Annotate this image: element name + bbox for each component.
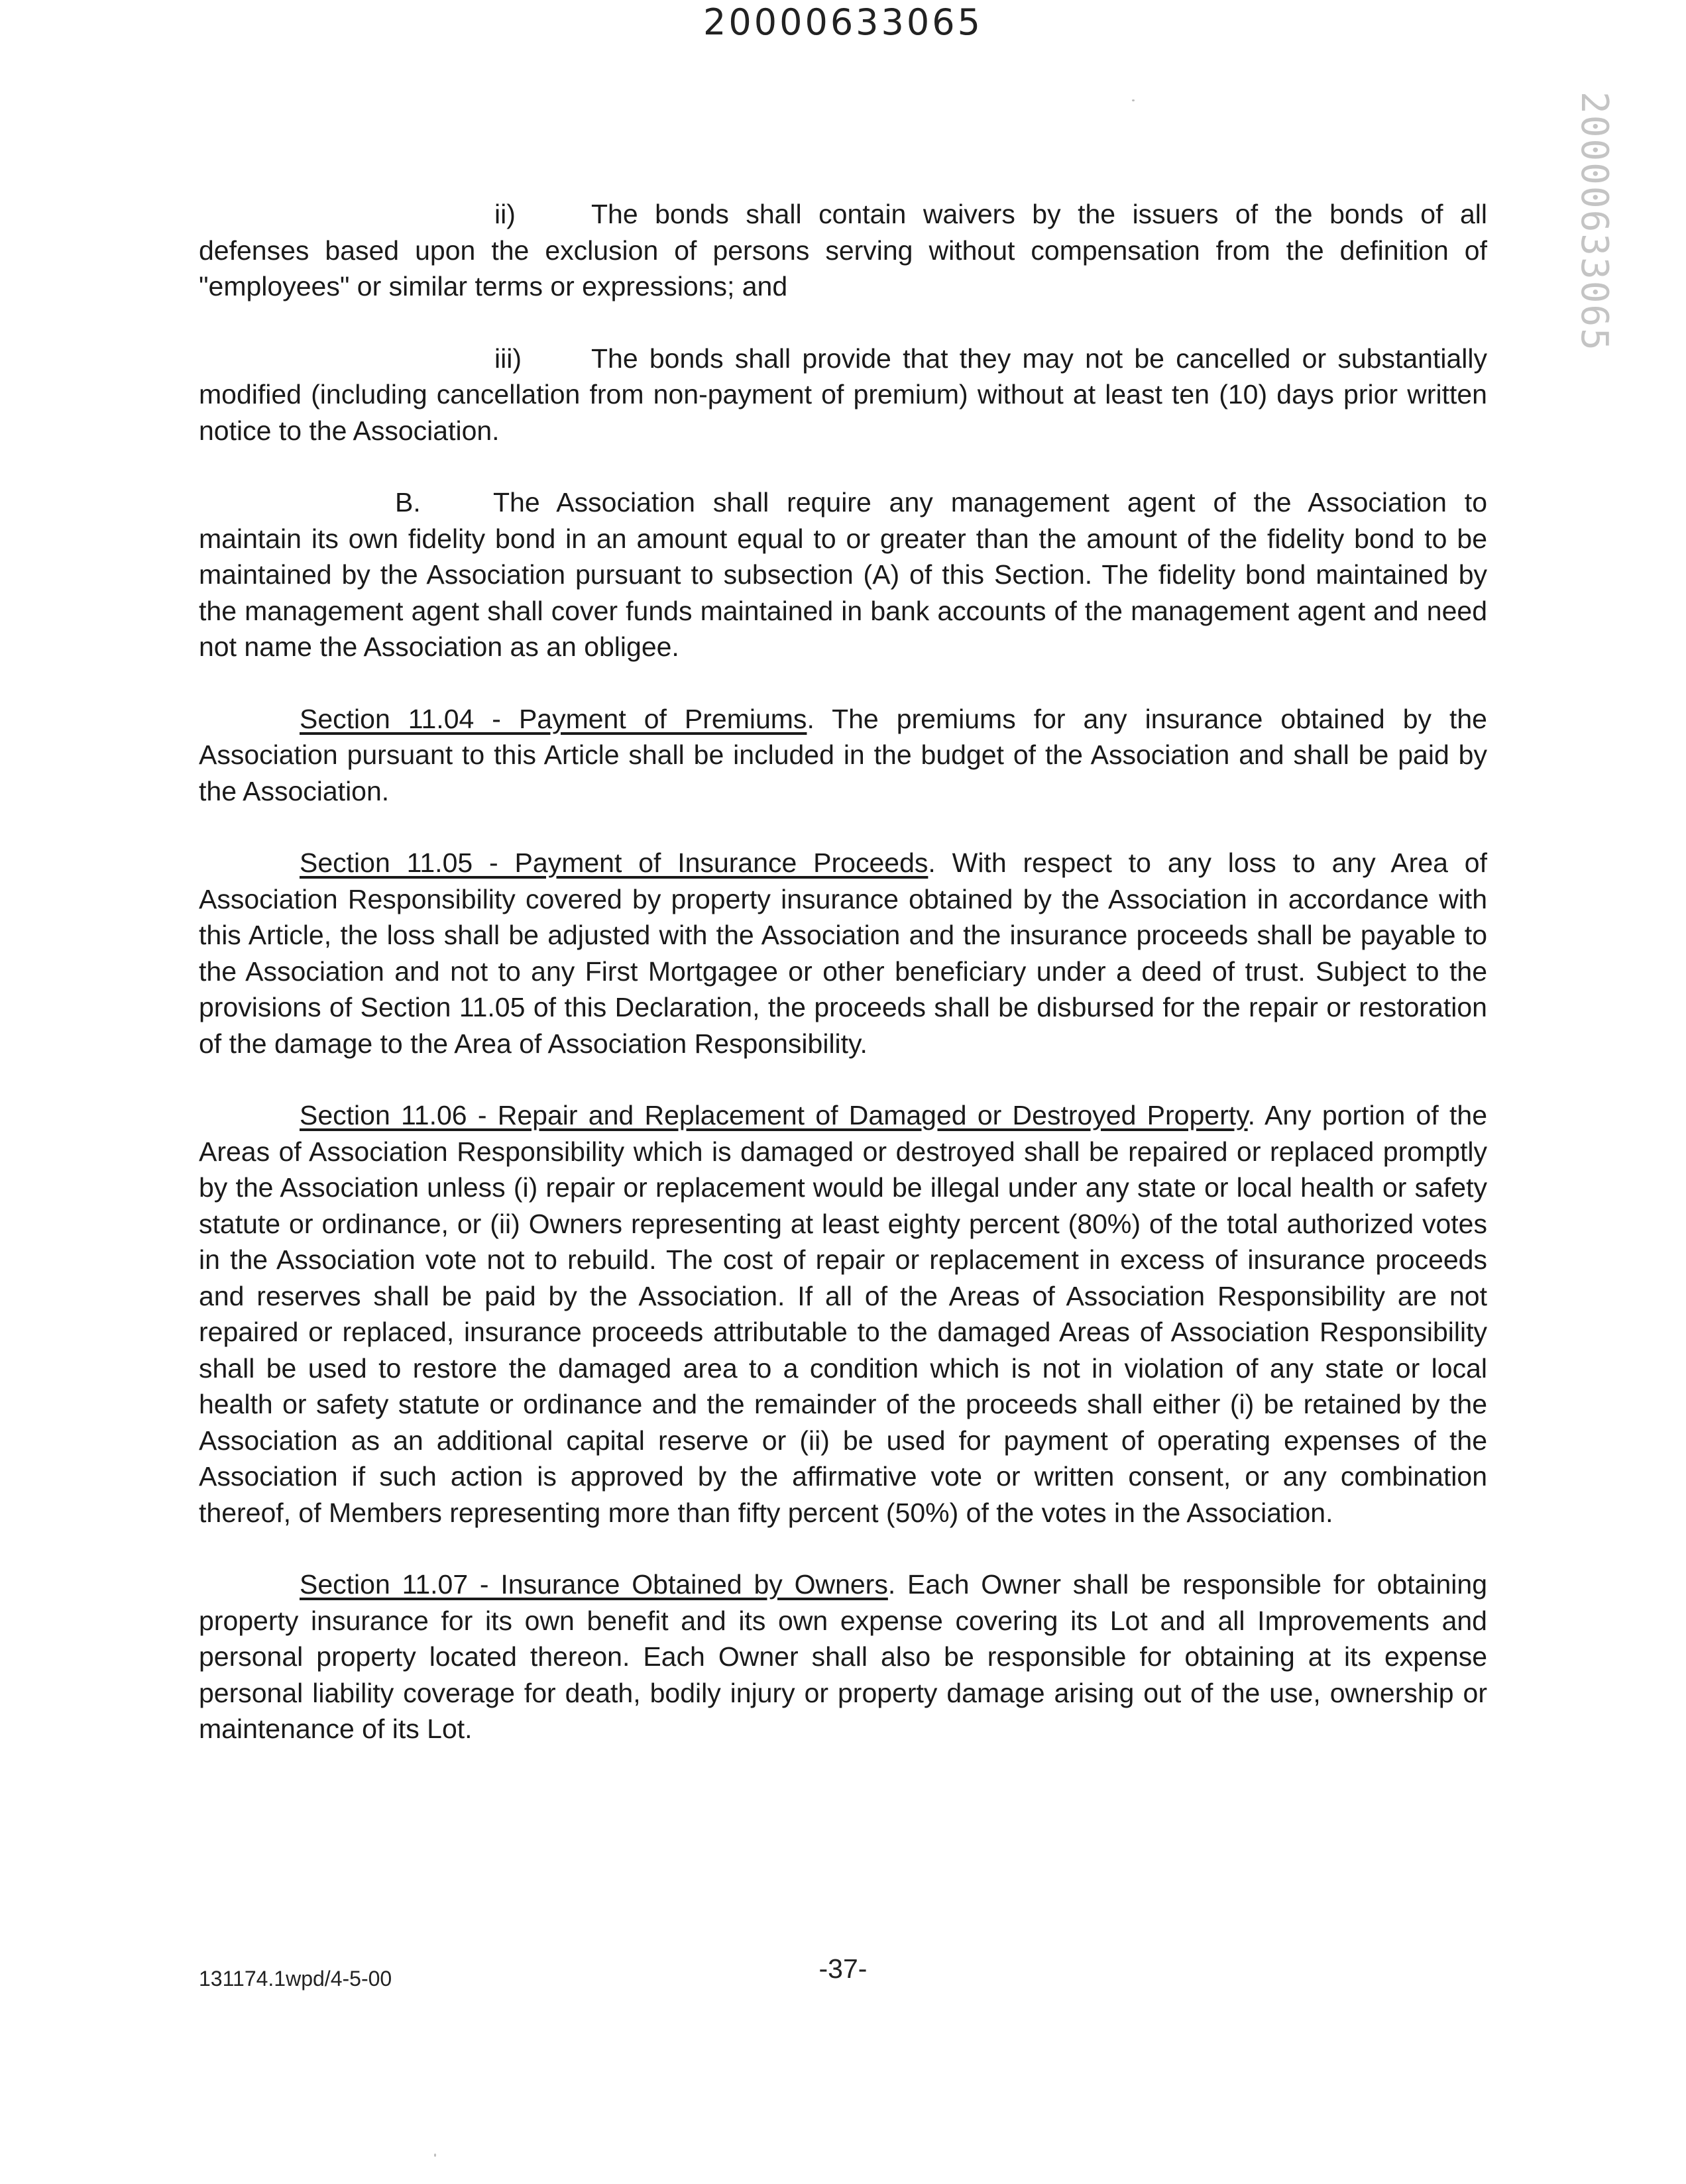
paragraph-gap xyxy=(199,1531,1487,1566)
scan-speck xyxy=(434,2154,436,2157)
paragraph-iii xyxy=(199,341,1487,449)
paragraph-text: The Association shall require any management agent of the Association to maintain its own fidelity bond in an amount equal to or greater than the amount of the fidelity bond to be maintained by the Association pursuant to subsection (A) of this Section. The fidelity bond maintained by the management agent shall cover funds maintained in bank accounts of the management agent and need not name the Association as an obligee. xyxy=(199,487,1487,662)
section-text: . Any portion of the Areas of Association Responsibility which is damaged or destroyed shall be repaired or replaced promptly by the Association unless (i) repair or replacement would be illegal under any state or local health or safety statute or ordinance, or (ii) Owners representing at least eighty percent (80%) of the total authorized votes in the Association vote not to rebuild. The cost of repair or replacement in excess of insurance proceeds and reserves shall be paid by the Association. If all of the Areas of Association Responsibility are not repaired or replaced, insurance proceeds attributable to the damaged Areas of Association Responsibility shall be used to restore the damaged area to a condition which is not in violation of any state or local health or safety statute or ordinance and the remainder of the proceeds shall either (i) be retained by the Association as an additional capital reserve or (ii) be used for payment of operating expenses of the Association if such action is approved by the affirmative vote or written consent, or any combination thereof, of Members representing more than fifty percent (50%) of the votes in the Association. xyxy=(199,1100,1487,1528)
section-heading: Section 11.07 - Insurance Obtained by Owners xyxy=(300,1569,888,1600)
section-text: . Each Owner shall be responsible for obtaining property insurance for its own benefit and its own expense covering its Lot and all Improvements and personal property located thereon. Each Owner shall also be responsible for obtaining at its expense personal liability coverage for death, bodily injury or property damage arising out of the use, ownership or maintenance of its Lot. xyxy=(199,1569,1487,1744)
paragraph-ii xyxy=(199,196,1487,305)
paragraph-marker: iii) xyxy=(494,343,522,374)
section-11-06 xyxy=(199,1097,1487,1531)
section-text: . The premiums for any insurance obtained by the Association pursuant to this Article shall be included in the budget of the Association and shall be paid by the Association. xyxy=(199,703,1487,806)
document-number: 20000633065 xyxy=(703,1,983,43)
paragraph-marker: B. xyxy=(395,487,421,518)
paragraph-gap xyxy=(199,665,1487,701)
section-11-05 xyxy=(199,845,1487,1062)
paragraph-gap xyxy=(199,305,1487,341)
section-11-04 xyxy=(199,701,1487,810)
scan-speck xyxy=(1132,99,1135,101)
section-text: . With respect to any loss to any Area of Association Responsibility covered by property insurance obtained by the Association in accordance with this Article, the loss shall be adjusted with the Association and the insurance proceeds shall be payable to the Association and not to any First Mortgagee or other beneficiary under a deed of trust. Subject to the provisions of Section 11.05 of this Declaration, the proceeds shall be disbursed for the repair or restoration of the damage to the Area of Association Responsibility. xyxy=(199,847,1487,1059)
paragraph-b xyxy=(199,484,1487,665)
section-heading: Section 11.05 - Payment of Insurance Proceeds xyxy=(300,847,928,878)
section-heading: Section 11.04 - Payment of Premiums xyxy=(300,703,807,734)
section-11-07 xyxy=(199,1566,1487,1747)
paragraph-text: The bonds shall provide that they may not be cancelled or substantially modified (including cancellation from non-payment of premium) without at least ten (10) days prior written notice to the Association. xyxy=(199,343,1487,446)
paragraph-gap xyxy=(199,809,1487,845)
section-heading: Section 11.06 - Repair and Replacement of Damaged or Destroyed Property xyxy=(300,1100,1248,1130)
paragraph-marker: ii) xyxy=(494,199,516,229)
paragraph-gap xyxy=(199,449,1487,484)
paragraph-text: The bonds shall contain waivers by the issuers of the bonds of all defenses based upon the exclusion of persons serving without compensation from the definition of "employees" or similar terms or expressions; and xyxy=(199,199,1487,301)
side-stamp-text: 20000633065 xyxy=(1573,91,1616,352)
paragraph-gap xyxy=(199,1062,1487,1097)
document-body xyxy=(199,196,1487,1747)
side-stamp xyxy=(1569,91,1616,352)
page-number: -37- xyxy=(818,1953,868,1984)
file-reference: 131174.1wpd/4-5-00 xyxy=(199,1967,392,1991)
